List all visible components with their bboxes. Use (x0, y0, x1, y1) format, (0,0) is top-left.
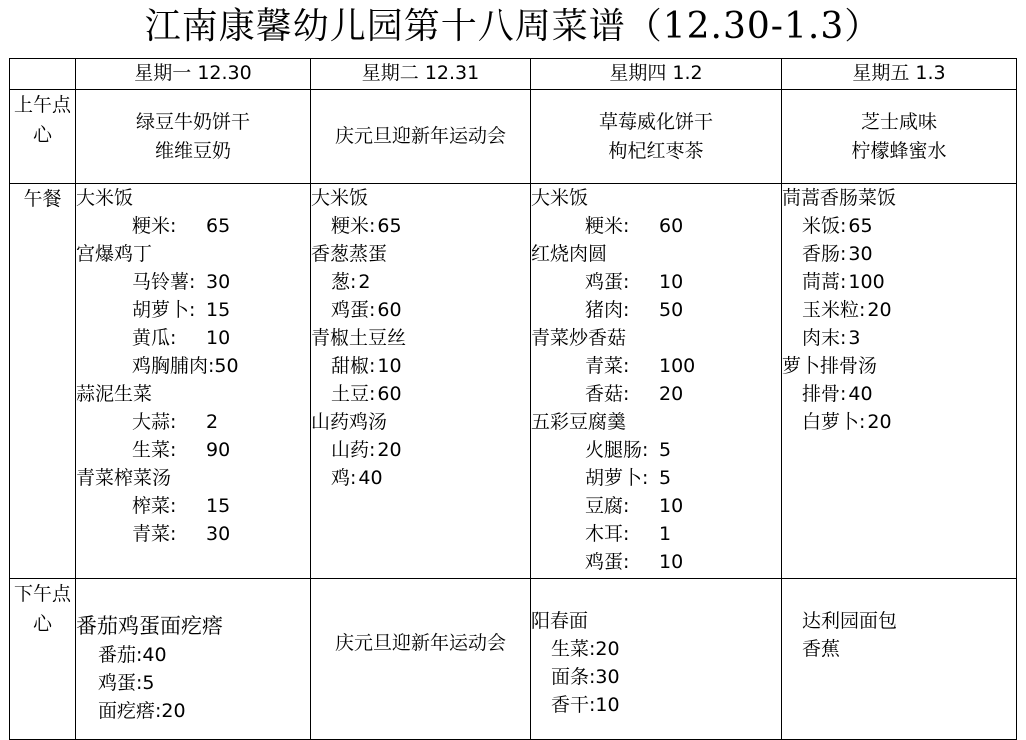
ingredient-qty: 5 (659, 439, 672, 461)
ingredient-qty: 10 (595, 694, 620, 716)
ingredient-row (531, 212, 781, 240)
ingredient-row (531, 464, 781, 492)
ingredient-row (311, 268, 530, 296)
ingredient-qty: 50 (214, 355, 239, 377)
ingredient-row (311, 436, 530, 464)
day-header-thu: 星期四 1.2 (531, 59, 782, 90)
snack-item: 香蕉 (802, 638, 841, 660)
dish-name: 宫爆鸡丁 (76, 243, 153, 265)
ingredient-qty: 20 (867, 299, 892, 321)
ingredient-qty: 10 (659, 495, 684, 517)
ingredient-qty: 40 (358, 467, 383, 489)
ingredient-qty: 10 (377, 355, 402, 377)
row-label-afternoon (10, 579, 76, 740)
ingredient-name: 面条: (551, 666, 596, 688)
snack-item: 庆元旦迎新年运动会 (334, 125, 506, 147)
lunch-tue (311, 184, 531, 579)
dish-name: 大米饭 (531, 187, 589, 209)
afternoon-snack-thu (531, 579, 782, 740)
row-label-text: 下午点心 (14, 583, 72, 635)
ingredient-qty: 15 (206, 495, 231, 517)
snack-item: 维维豆奶 (154, 139, 231, 162)
ingredient-qty: 50 (659, 299, 684, 321)
ingredient-qty: 1 (659, 523, 672, 545)
ingredient-name: 鸡蛋: (98, 672, 143, 694)
afternoon-snack-fri (782, 579, 1017, 740)
ingredient-qty: 10 (659, 271, 684, 293)
ingredient-row (76, 324, 310, 352)
lunch-row (10, 184, 1017, 579)
ingredient-row (782, 296, 1016, 324)
ingredient-row (76, 296, 310, 324)
morning-snack-row (10, 90, 1017, 184)
ingredient-name: 排骨: (802, 383, 847, 405)
dish-name: 香葱蒸蛋 (311, 243, 388, 265)
ingredient-qty: 10 (206, 327, 231, 349)
ingredient-name: 甜椒: (331, 355, 376, 377)
dish-name: 山药鸡汤 (311, 411, 388, 433)
ingredient-name: 粳米: (132, 215, 177, 237)
ingredient-qty: 60 (377, 299, 402, 321)
day-header-fri: 星期五 1.3 (782, 59, 1017, 90)
snack-item: 庆元旦迎新年运动会 (335, 632, 507, 654)
ingredient-qty: 60 (377, 383, 402, 405)
ingredient-name: 火腿肠: (585, 439, 649, 461)
ingredient-name: 粳米: (331, 215, 376, 237)
ingredient-name: 番茄: (98, 644, 143, 666)
ingredient-row (98, 641, 310, 669)
ingredient-name: 米饭: (802, 215, 847, 237)
ingredient-row (531, 268, 781, 296)
ingredient-row (782, 380, 1016, 408)
ingredient-name: 土豆: (331, 383, 376, 405)
ingredient-name: 木耳: (585, 523, 630, 545)
ingredient-qty: 20 (161, 700, 186, 722)
ingredient-qty: 5 (659, 467, 672, 489)
dish-name: 萝卜排骨汤 (782, 355, 878, 377)
ingredient-row (76, 212, 310, 240)
ingredient-row (531, 296, 781, 324)
morning-snack-thu (531, 90, 782, 184)
ingredient-qty: 20 (595, 638, 620, 660)
ingredient-name: 豆腐: (585, 495, 630, 517)
afternoon-snack-mon (76, 579, 311, 740)
ingredient-name: 茼蒿: (802, 271, 847, 293)
ingredient-name: 鸡蛋: (585, 271, 630, 293)
ingredient-row (551, 691, 781, 719)
ingredient-row (531, 548, 781, 576)
ingredient-name: 青菜: (585, 355, 630, 377)
ingredient-row (551, 635, 781, 663)
ingredient-qty: 30 (206, 523, 231, 545)
ingredient-row (76, 352, 310, 380)
morning-snack-fri (782, 90, 1017, 184)
ingredient-row (782, 212, 1016, 240)
ingredient-row (531, 492, 781, 520)
ingredient-qty: 30 (848, 243, 873, 265)
ingredient-qty: 20 (867, 411, 892, 433)
ingredient-qty: 65 (377, 215, 402, 237)
dish-name: 番茄鸡蛋面疙瘩 (76, 614, 223, 638)
snack-item: 枸杞红枣茶 (608, 139, 704, 162)
ingredient-name: 粳米: (585, 215, 630, 237)
ingredient-name: 山药: (331, 439, 376, 461)
header-row (10, 59, 1017, 90)
dish-name: 茼蒿香肠菜饭 (782, 187, 897, 209)
ingredient-name: 香干: (551, 694, 596, 716)
ingredient-qty: 2 (358, 271, 371, 293)
ingredient-name: 鸡蛋: (585, 551, 630, 573)
ingredient-qty: 3 (848, 327, 861, 349)
dish-name: 大米饭 (76, 187, 134, 209)
ingredient-qty: 2 (206, 411, 219, 433)
ingredient-qty: 5 (142, 672, 155, 694)
ingredient-qty: 90 (206, 439, 231, 461)
ingredient-row (782, 240, 1016, 268)
ingredient-qty: 20 (659, 383, 684, 405)
ingredient-qty: 65 (848, 215, 873, 237)
snack-item: 达利园面包 (802, 610, 898, 632)
snack-item: 草莓威化饼干 (598, 110, 713, 133)
dish-name: 阳春面 (531, 610, 589, 632)
corner-cell (10, 59, 76, 90)
ingredient-row (76, 408, 310, 436)
ingredient-name: 香菇: (585, 383, 630, 405)
row-label-text: 上午点心 (14, 94, 72, 146)
ingredient-row (76, 268, 310, 296)
afternoon-snack-tue (311, 579, 531, 740)
ingredient-name: 黄瓜: (132, 327, 177, 349)
ingredient-row (311, 296, 530, 324)
ingredient-qty: 10 (659, 551, 684, 573)
ingredient-name: 青菜: (132, 523, 177, 545)
snack-item: 绿豆牛奶饼干 (135, 110, 250, 133)
dish-name: 蒜泥生菜 (76, 383, 153, 405)
ingredient-row (531, 380, 781, 408)
row-label-text: 午餐 (23, 188, 62, 210)
ingredient-qty: 100 (659, 355, 696, 377)
ingredient-qty: 40 (142, 644, 167, 666)
ingredient-qty: 30 (206, 271, 231, 293)
dish-name: 五彩豆腐羹 (531, 411, 627, 433)
menu-table (9, 58, 1017, 740)
ingredient-qty: 65 (206, 215, 231, 237)
dish-name: 青椒土豆丝 (311, 327, 407, 349)
ingredient-row (98, 669, 310, 697)
ingredient-row (531, 352, 781, 380)
ingredient-row (782, 324, 1016, 352)
page-title: 江南康馨幼儿园第十八周菜谱（12.30-1.3） (144, 6, 882, 47)
ingredient-row (76, 436, 310, 464)
ingredient-row (782, 408, 1016, 436)
ingredient-name: 生菜: (132, 439, 177, 461)
ingredient-qty: 100 (848, 271, 885, 293)
ingredient-name: 鸡: (331, 467, 357, 489)
lunch-thu (531, 184, 782, 579)
ingredient-row (311, 380, 530, 408)
ingredient-row (76, 492, 310, 520)
ingredient-name: 玉米粒: (802, 299, 866, 321)
ingredient-name: 大蒜: (132, 411, 177, 433)
dish-name: 大米饭 (311, 187, 369, 209)
ingredient-name: 肉末: (802, 327, 847, 349)
afternoon-snack-row (10, 579, 1017, 740)
ingredient-row (531, 520, 781, 548)
dish-name: 红烧肉圆 (531, 243, 608, 265)
morning-snack-mon (76, 90, 311, 184)
ingredient-row (98, 697, 310, 725)
dish-name: 青菜炒香菇 (531, 327, 627, 349)
row-label-morning (10, 90, 76, 184)
snack-item: 芝士咸味 (860, 110, 937, 133)
day-header-tue: 星期二 12.31 (311, 59, 531, 90)
ingredient-name: 胡萝卜: (132, 299, 196, 321)
dish-name: 青菜榨菜汤 (76, 467, 172, 489)
ingredient-qty: 60 (659, 215, 684, 237)
ingredient-name: 鸡蛋: (331, 299, 376, 321)
ingredient-row (311, 464, 530, 492)
ingredient-row (782, 268, 1016, 296)
ingredient-name: 马铃薯: (132, 271, 196, 293)
ingredient-row (531, 436, 781, 464)
ingredient-row (551, 663, 781, 691)
ingredient-name: 生菜: (551, 638, 596, 660)
ingredient-name: 榨菜: (132, 495, 177, 517)
ingredient-qty: 40 (848, 383, 873, 405)
ingredient-name: 猪肉: (585, 299, 630, 321)
snack-item: 柠檬蜂蜜水 (851, 139, 947, 162)
ingredient-name: 白萝卜: (802, 411, 866, 433)
row-label-lunch (10, 184, 76, 579)
ingredient-qty: 30 (595, 666, 620, 688)
ingredient-qty: 15 (206, 299, 231, 321)
ingredient-name: 胡萝卜: (585, 467, 649, 489)
ingredient-name: 葱: (331, 271, 357, 293)
ingredient-name: 鸡胸脯肉: (132, 355, 215, 377)
lunch-fri (782, 184, 1017, 579)
ingredient-row (311, 212, 530, 240)
ingredient-name: 面疙瘩: (98, 700, 162, 722)
ingredient-name: 香肠: (802, 243, 847, 265)
morning-snack-tue (311, 90, 531, 184)
ingredient-row (311, 352, 530, 380)
ingredient-qty: 20 (377, 439, 402, 461)
day-header-mon: 星期一 12.30 (76, 59, 311, 90)
ingredient-row (76, 520, 310, 548)
lunch-mon (76, 184, 311, 579)
